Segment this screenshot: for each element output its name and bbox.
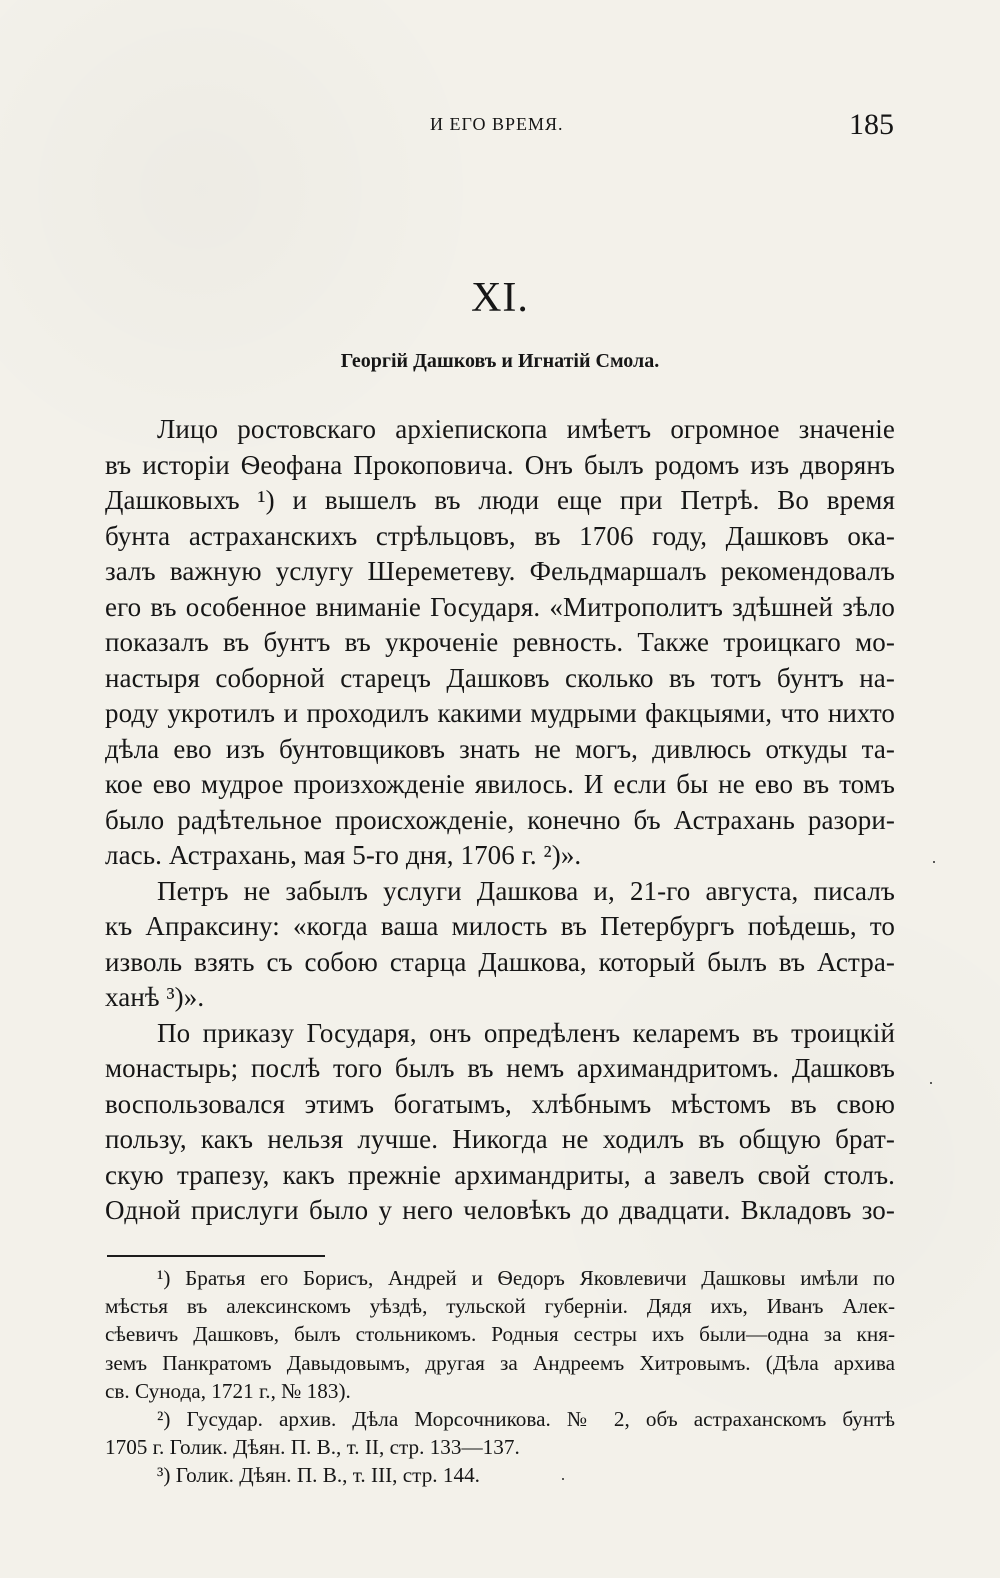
footnote-line: земъ Панкратомъ Давыдовымъ, другая за Андреемъ Хитровымъ. (Дѣла архива [105,1350,895,1375]
text-line: Дашковыхъ ¹) и вышелъ въ люди еще при Петрѣ. Во время [105,485,895,515]
text-line: было радѣтельное происхожденіе, конечно бъ Астрахань разори- [105,804,895,835]
footnote-line: ²) Гусудар. архив. Дѣла Морсочникова. № 2, объ астраханскомъ бунтѣ [157,1407,895,1432]
text-line: изволь взять съ собою старца Дашкова, который былъ въ Астра- [105,946,895,977]
text-line: дѣла ево изъ бунтовщиковъ знать не могъ, дивлюсь откуды та- [105,733,895,764]
text-line: скую трапезу, какъ прежніе архимандриты, а завелъ свой столъ. [105,1159,895,1190]
text-line: лась. Астрахань, мая 5-го дня, 1706 г. ²)». [105,840,582,870]
text-line: Лицо ростовскаго архіепископа имѣетъ огромное значеніе [157,414,895,444]
text-line: въ исторіи Ѳеофана Прокоповича. Онъ былъ родомъ изъ дворянъ [105,449,895,480]
chapter-number: XI. [471,275,529,321]
text-line: ханѣ ³)». [105,982,205,1012]
footnotes [105,1264,895,1490]
running-head: И ЕГО ВРЕМЯ. [430,114,564,134]
text-line: По приказу Государя, онъ опредѣленъ келаремъ въ троицкій [157,1017,895,1048]
footnote-line: ³) Голик. Дѣян. П. В., т. III, стр. 144. [157,1463,480,1488]
footnote-line: ¹) Братья его Борисъ, Андрей и Ѳедоръ Яковлевичи Дашковы имѣли по [157,1266,895,1290]
footnote-line: мѣстья въ алексинскомъ уѣздѣ, тульской губерніи. Дядя ихъ, Иванъ Алек- [105,1294,895,1319]
footnote-line: сѣевичъ Дашковъ, былъ стольникомъ. Родныя сестры ихъ были—одна за кня- [105,1322,895,1347]
text-line: залъ важную услугу Шереметеву. Фельдмаршалъ рекомендовалъ [105,556,895,586]
text-line: къ Апраксину: «когда ваша милость въ Петербургъ поѣдешь, то [105,911,895,941]
main-text [105,412,895,1229]
text-line: монастырь; послѣ того былъ въ немъ архимандритомъ. Дашковъ [105,1053,895,1083]
footnote-divider [107,1255,325,1257]
text-line: показалъ въ бунтъ въ укроченіе ревность. Также троицкаго мо- [105,627,895,657]
text-line: Одной прислуги было у него человѣкъ до двадцати. Вкладовъ зо- [105,1195,895,1225]
text-line: воспользовался этимъ богатымъ, хлѣбнымъ мѣстомъ въ свою [105,1088,895,1119]
page-number: 185 [849,108,894,141]
text-line: роду укротилъ и проходилъ какими мудрыми факцыями, что нихто [105,698,895,728]
text-line: настыря соборной старецъ Дашковъ сколько въ тотъ бунтъ на- [105,662,895,693]
print-speck [930,1082,932,1084]
text-line: бунта астраханскихъ стрѣльцовъ, въ 1706 году, Дашковъ ока- [105,520,895,551]
print-speck [562,1478,564,1480]
footnote-line: св. Сунода, 1721 г., № 183). [105,1378,351,1403]
chapter-title: Георгій Дашковъ и Игнатій Смола. [340,350,660,372]
text-line: пользу, какъ нельзя лучше. Никогда не ходилъ въ общую брат- [105,1124,895,1154]
text-line: кое ево мудрое произхожденіе явилось. И если бы не ево въ томъ [105,769,895,799]
footnote-line: 1705 г. Голик. Дѣян. П. В., т. II, стр. 133—137. [105,1435,520,1460]
text-line: Петръ не забылъ услуги Дашкова и, 21-го августа, писалъ [157,875,895,906]
print-speck [933,861,935,863]
text-line: его въ особенное вниманіе Государя. «Митрополитъ здѣшней зѣло [105,591,895,622]
